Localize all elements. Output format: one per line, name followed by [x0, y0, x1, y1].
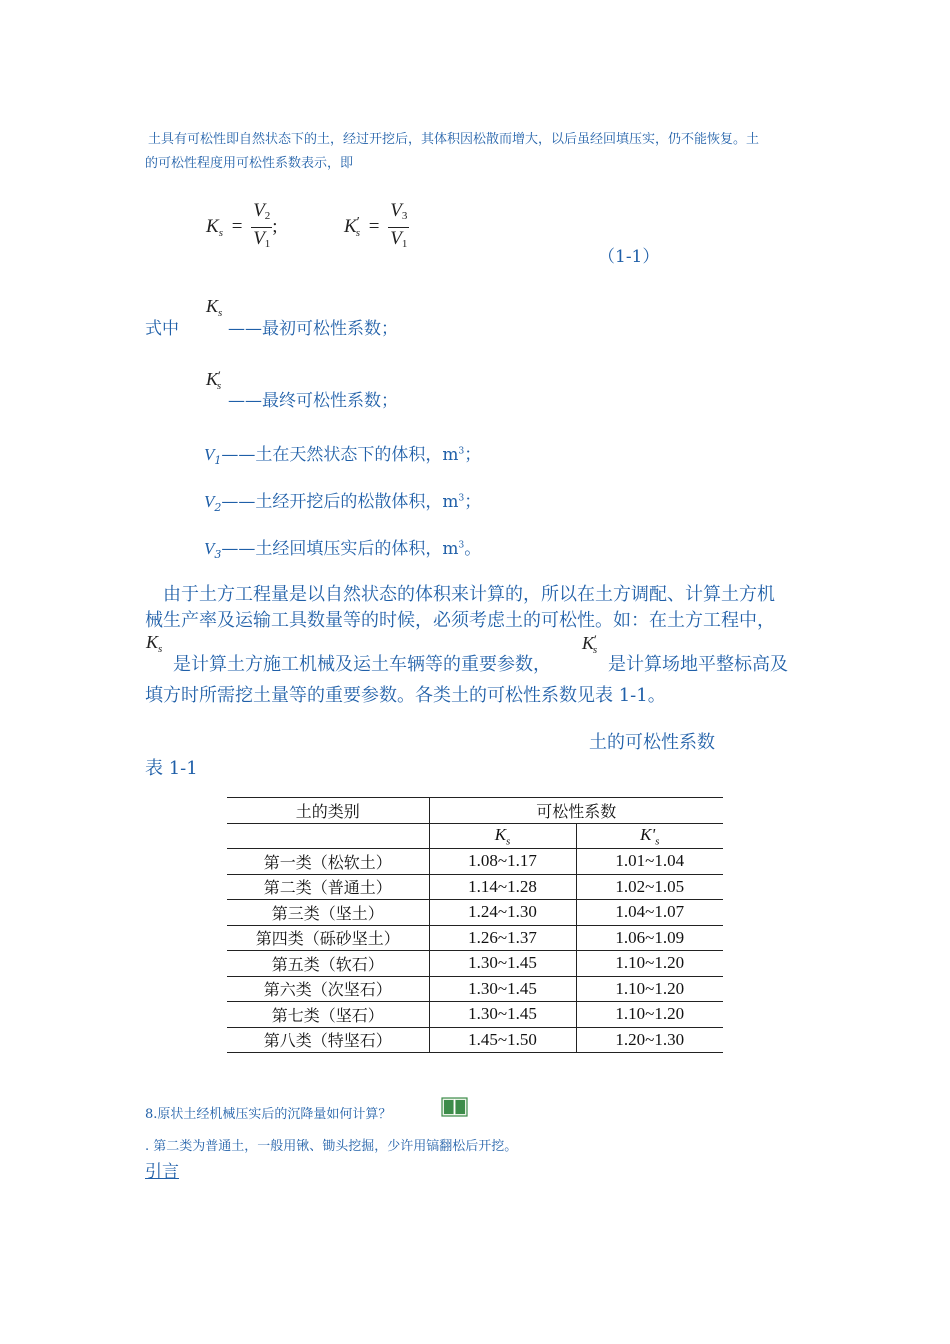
footer-note: . 第二类为普通土，一般用锹、锄头挖掘，少许用镐翻松后开挖。 — [145, 1139, 518, 1154]
paragraph-line-3b: 是计算场地平整标高及 — [608, 654, 788, 675]
question-link[interactable]: 8.原状土经机械压实后的沉降量如何计算？ — [145, 1107, 392, 1122]
looseness-coefficient-table — [227, 797, 723, 1053]
table-label: 表 1-1 — [145, 758, 198, 779]
table-row: 第八类（特坚石） 1.45~1.50 1.20~1.30 — [227, 1027, 723, 1053]
table-row: 第二类（普通土） 1.14~1.28 1.02~1.05 — [227, 874, 723, 900]
formula-fraction-v2-v1: $\frac{V2}{V1}$ — [253, 200, 271, 250]
paragraph-line-3a: 是计算土方施工机械及运土车辆等的重要参数， — [173, 654, 551, 675]
paragraph-ksp-symbol: $K'_s$ — [582, 632, 598, 656]
intro-line-2: 的可松性程度用可松性系数表示，即 — [145, 156, 354, 171]
book-icon[interactable] — [441, 1097, 468, 1117]
formula-number: （1-1） — [598, 247, 660, 267]
subheader-empty — [227, 823, 429, 849]
paragraph-line-2: 械生产率及运输工具数量等的时候，必须考虑土的可松性。如：在土方工程中， — [145, 610, 775, 631]
header-soil-category: 土的类别 — [227, 798, 429, 824]
table-row: 第七类（坚石） 1.30~1.45 1.10~1.20 — [227, 1002, 723, 1028]
ksp-symbol: $K'_s$ — [206, 368, 222, 392]
subheader-ksp: $K'_s$ — [576, 823, 723, 849]
subheader-ks: $K_s$ — [429, 823, 576, 849]
intro-line-1: 土具有可松性即自然状态下的土，经过开挖后，其体积因松散而增大，以后虽经回填压实，仍不能恢复。土 — [148, 132, 760, 147]
paragraph-line-1: 由于土方工程量是以自然状态的体积来计算的，所以在土方调配、计算土方机 — [163, 584, 775, 605]
table-subheader-row — [227, 823, 723, 849]
intro-link[interactable]: 引言 — [145, 1162, 179, 1182]
table-row: 第六类（次坚石） 1.30~1.45 1.10~1.20 — [227, 976, 723, 1002]
formula-fraction-v3-v1: $\frac{V3}{V1}$ — [390, 200, 408, 250]
v2-definition: $V_2——$土经开挖后的松散体积，$m^3$； — [204, 492, 482, 514]
where-prefix: 式中 — [145, 319, 179, 339]
ks-symbol: $K_s$ — [206, 296, 223, 319]
table-row: 第四类（砾砂坚土） 1.26~1.37 1.06~1.09 — [227, 925, 723, 951]
paragraph-ks-symbol: $K_s$ — [146, 632, 163, 655]
table-row: 第三类（坚土） 1.24~1.30 1.04~1.07 — [227, 900, 723, 926]
table-header-row — [227, 798, 723, 824]
ks-description: ——最初可松性系数； — [228, 319, 398, 339]
ksp-description: ——最终可松性系数； — [228, 391, 398, 411]
table-row: 第一类（松软土） 1.08~1.17 1.01~1.04 — [227, 849, 723, 875]
v3-definition: $V_3——$土经回填压实后的体积，$m^3$。 — [204, 539, 482, 561]
table-row: 第五类（软石） 1.30~1.45 1.10~1.20 — [227, 951, 723, 977]
formula-ksp: $K'_s$ = $\frac{V3}{V1}$ — [344, 200, 409, 255]
paragraph-line-4: 填方时所需挖土量等的重要参数。各类土的可松性系数见表 1-1。 — [145, 685, 666, 706]
header-looseness-coefficient: 可松性系数 — [429, 798, 723, 824]
formula-ks: $K_s$ = $\frac{V2}{V1}$ ; — [206, 200, 278, 255]
table-title: 土的可松性系数 — [589, 732, 715, 753]
v1-definition: $V_1——$土在天然状态下的体积，$m^3$； — [204, 445, 482, 467]
